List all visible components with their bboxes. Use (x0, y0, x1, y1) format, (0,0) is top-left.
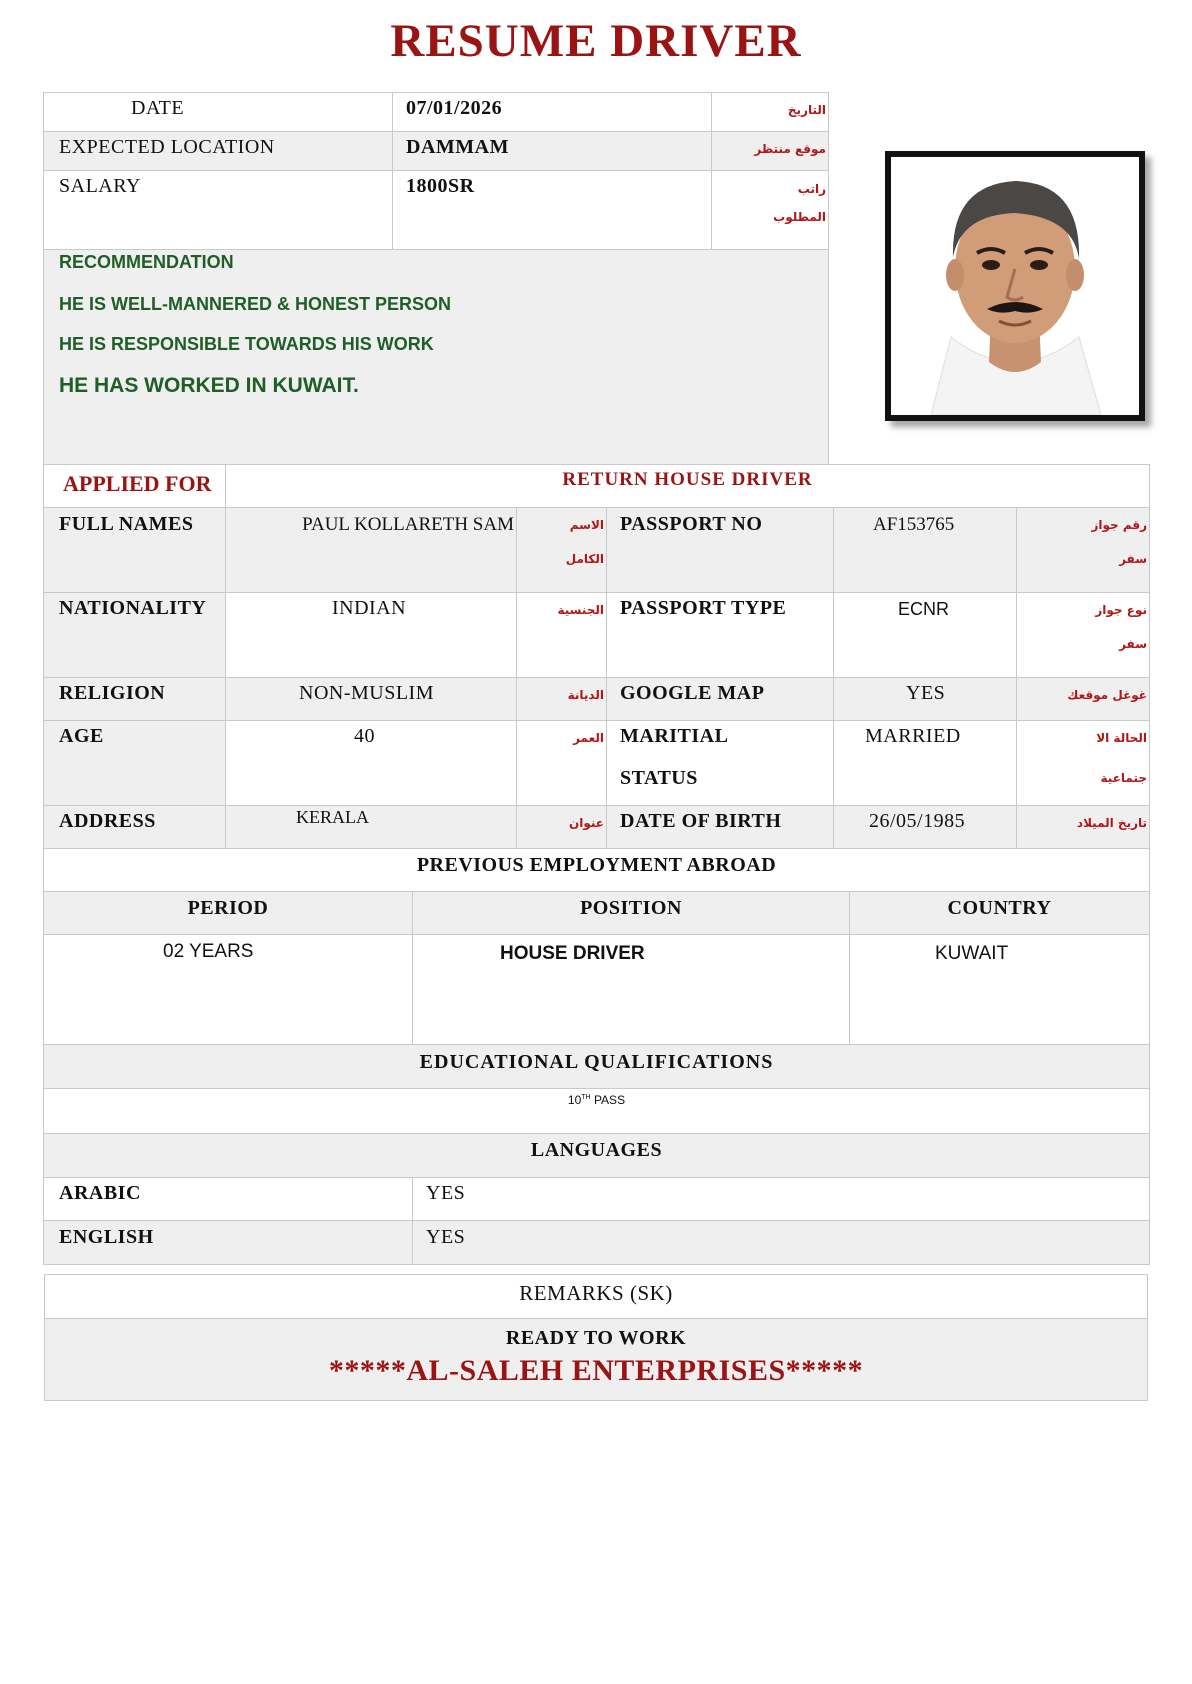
religion-label-cell (43, 677, 226, 721)
remarks-status: READY TO WORK (505, 1327, 687, 1349)
age-arabic: العمر (516, 720, 607, 806)
passport-type-arabic-cell (1016, 592, 1150, 678)
location-label-cell (43, 131, 393, 171)
salary-label-cell (43, 170, 393, 250)
address-label: ADDRESS (59, 810, 156, 832)
passport-type-arabic-2: سفر (1119, 637, 1147, 651)
religion-value: NON-MUSLIM (299, 682, 434, 704)
age-label: AGE (59, 725, 104, 747)
religion-value-cell (225, 677, 517, 721)
dob-label: DATE OF BIRTH (620, 810, 782, 832)
passport-no-value-cell (833, 507, 1017, 593)
nationality-arabic: الجنسية (516, 592, 607, 678)
recommendation-line: HE HAS WORKED IN KUWAIT. (59, 374, 359, 397)
full-names-arabic-2: الكامل (565, 552, 604, 566)
period-header (43, 891, 413, 935)
education-value (568, 1093, 625, 1107)
languages-heading-cell (43, 1133, 1150, 1178)
age-label-cell (43, 720, 226, 806)
company-name: *****AL-SALEH ENTERPRISES***** (328, 1354, 864, 1387)
salary-label: SALARY (59, 175, 141, 197)
education-value-cell (43, 1088, 1150, 1134)
education-heading-cell (43, 1044, 1150, 1089)
date-label: DATE (131, 97, 185, 119)
passport-no-value: AF153765 (873, 514, 955, 535)
language-value-cell (412, 1177, 1150, 1221)
recommendation-line: HE IS WELL-MANNERED & HONEST PERSON (59, 294, 452, 314)
education-pass: PASS (590, 1093, 626, 1107)
passport-no-arabic-1: رقم جواز (1091, 518, 1147, 532)
recommendation-block (43, 249, 829, 465)
nationality-value: INDIAN (332, 597, 407, 619)
recommendation-heading: RECOMMENDATION (59, 252, 234, 272)
employment-heading: PREVIOUS EMPLOYMENT ABROAD (416, 854, 777, 876)
country-header-label: COUNTRY (947, 897, 1052, 919)
nationality-label-cell (43, 592, 226, 678)
page-title: RESUME DRIVER (390, 15, 802, 67)
period-cell (43, 934, 413, 1045)
position-header-label: POSITION (580, 897, 682, 919)
religion-arabic: الديانة (516, 677, 607, 721)
marital-label: STATUS (620, 767, 698, 789)
education-grade-suffix: TH (581, 1094, 591, 1101)
dob-value-cell (833, 805, 1017, 849)
recommendation-line: HE IS RESPONSIBLE TOWARDS HIS WORK (59, 334, 434, 354)
applied-for-value-cell (225, 464, 1150, 508)
google-map-arabic: غوغل موقعك (1016, 677, 1150, 721)
salary-arabic-1: راتب (797, 182, 826, 196)
salary-arabic-2: المطلوب (773, 210, 826, 224)
language-name: ARABIC (59, 1182, 141, 1204)
date-value: 07/01/2026 (406, 97, 503, 119)
full-names-arabic-1: الاسم (569, 518, 604, 532)
passport-no-label-cell (606, 507, 834, 593)
country-header (849, 891, 1150, 935)
address-arabic: عنوان (516, 805, 607, 849)
full-names-value-cell (225, 507, 517, 593)
position-cell (412, 934, 850, 1045)
marital-label: MARITIAL (620, 725, 729, 747)
dob-value: 26/05/1985 (869, 810, 966, 832)
age-value-cell (225, 720, 517, 806)
address-value-cell (225, 805, 517, 849)
passport-type-value: ECNR (898, 599, 950, 619)
full-names-arabic-cell (516, 507, 607, 593)
languages-heading: LANGUAGES (530, 1139, 663, 1161)
portrait-icon (891, 157, 1139, 415)
passport-no-arabic-2: سفر (1119, 552, 1147, 566)
passport-type-arabic-1: نوع جواز (1095, 603, 1147, 617)
google-map-label-cell (606, 677, 834, 721)
google-map-value-cell (833, 677, 1017, 721)
salary-value-cell (392, 170, 712, 250)
nationality-value-cell (225, 592, 517, 678)
salary-value: 1800SR (406, 175, 475, 197)
full-names-label-cell (43, 507, 226, 593)
applied-for-label-cell (43, 464, 226, 508)
passport-type-value-cell (833, 592, 1017, 678)
location-value: DAMMAM (406, 136, 509, 158)
google-map-label: GOOGLE MAP (620, 682, 765, 704)
country-value: KUWAIT (935, 943, 1009, 964)
position-header (412, 891, 850, 935)
location-label: EXPECTED LOCATION (59, 136, 275, 158)
remarks-heading-cell (44, 1274, 1148, 1319)
date-arabic: التاريخ (711, 92, 829, 132)
marital-arabic-2: جتماعية (1100, 771, 1147, 785)
period-header-label: PERIOD (187, 897, 269, 919)
marital-arabic-cell (1016, 720, 1150, 806)
position-value: HOUSE DRIVER (500, 943, 645, 964)
religion-label: RELIGION (59, 682, 166, 704)
country-cell (849, 934, 1150, 1045)
dob-arabic: تاريخ الميلاد (1016, 805, 1150, 849)
employment-heading-cell (43, 848, 1150, 892)
marital-label-cell (606, 720, 834, 806)
location-value-cell (392, 131, 712, 171)
language-name: ENGLISH (59, 1226, 154, 1248)
language-value: YES (426, 1182, 466, 1204)
address-label-cell (43, 805, 226, 849)
language-row (43, 1220, 413, 1265)
address-value: KERALA (296, 807, 369, 827)
language-row (43, 1177, 413, 1221)
salary-arabic-cell (711, 170, 829, 250)
marital-arabic-1: الحالة الا (1096, 731, 1147, 745)
passport-type-label: PASSPORT TYPE (620, 597, 787, 619)
location-arabic: موقع منتظر (711, 131, 829, 171)
period-value: 02 YEARS (163, 941, 254, 962)
language-value: YES (426, 1226, 466, 1248)
education-heading: EDUCATIONAL QUALIFICATIONS (419, 1051, 774, 1073)
language-value-cell (412, 1220, 1150, 1265)
candidate-photo (885, 151, 1145, 421)
passport-no-label: PASSPORT NO (620, 513, 763, 535)
google-map-value: YES (906, 682, 946, 704)
date-value-cell (392, 92, 712, 132)
passport-no-arabic-cell (1016, 507, 1150, 593)
date-label-cell (43, 92, 393, 132)
applied-for-value: RETURN HOUSE DRIVER (562, 469, 813, 490)
marital-value-cell (833, 720, 1017, 806)
passport-type-label-cell (606, 592, 834, 678)
remarks-heading: REMARKS (SK) (519, 1281, 673, 1305)
nationality-label: NATIONALITY (59, 597, 207, 619)
full-names-label: FULL NAMES (59, 513, 194, 535)
age-value: 40 (354, 725, 375, 747)
full-names-value: PAUL KOLLARETH SAM (302, 514, 514, 535)
remarks-body (44, 1318, 1148, 1401)
marital-value: MARRIED (865, 725, 961, 747)
dob-label-cell (606, 805, 834, 849)
education-grade: 10 (567, 1093, 582, 1107)
applied-for-label: APPLIED FOR (63, 471, 212, 496)
